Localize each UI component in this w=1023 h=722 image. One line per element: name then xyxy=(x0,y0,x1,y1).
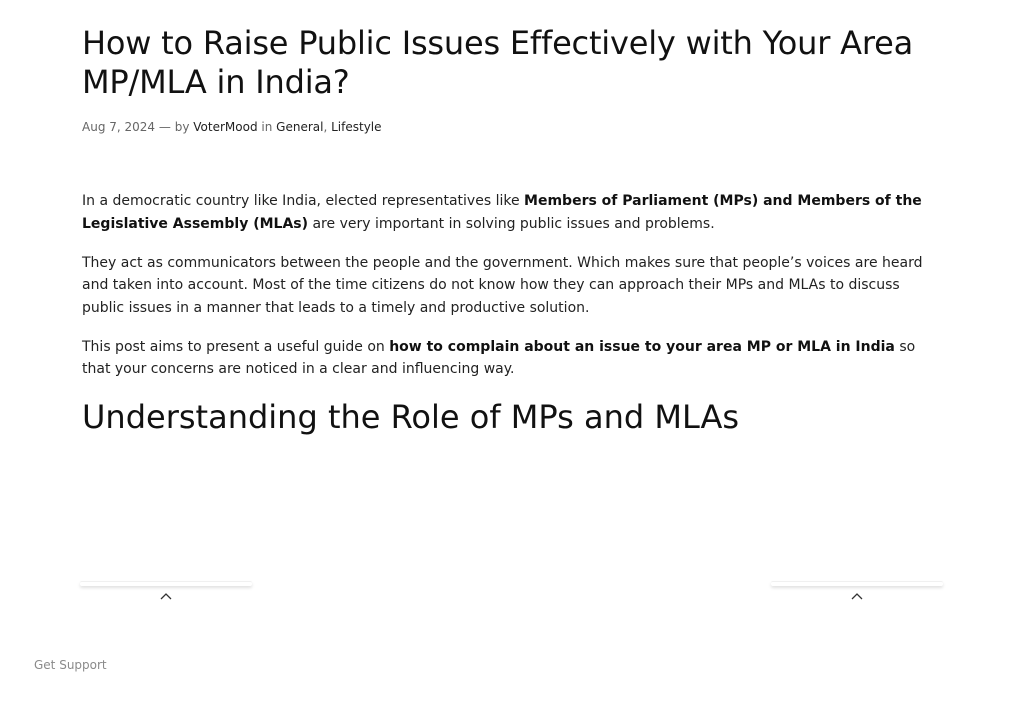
post-date: Aug 7, 2024 xyxy=(82,120,156,134)
category-link-general[interactable]: General xyxy=(276,120,324,134)
post-meta xyxy=(82,119,944,135)
chevron-up-icon xyxy=(160,592,172,600)
paragraph-communicators: They act as communicators between the people and the government. Which makes sure that people’s voices are heard and taken into account. Most of the time citizens do not know how they can approach their MPs and MLAs to discuss public issues in a manner that leads to a timely and productive solution. xyxy=(82,254,923,316)
meta-by: by xyxy=(174,120,190,134)
get-support-link[interactable]: Get Support xyxy=(34,658,107,672)
bold-text: how to complain about an issue to your area MP or MLA in India xyxy=(389,338,895,355)
page-title: How to Raise Public Issues Effectively with Your Area MP/MLA in India? xyxy=(82,24,913,101)
category-separator: , xyxy=(323,120,328,134)
chevron-up-icon xyxy=(851,592,863,600)
panel-toggle-left[interactable] xyxy=(80,581,252,605)
paragraph-text: so that your concerns are noticed in a clear and influencing way. xyxy=(82,338,916,377)
paragraph-intro xyxy=(82,190,944,235)
article xyxy=(82,24,944,437)
author-link[interactable]: VoterMood xyxy=(193,120,258,134)
panel-toggle-bar xyxy=(771,581,943,586)
panel-toggle-right[interactable] xyxy=(771,581,943,605)
paragraph-text: are very important in solving public issues and problems. xyxy=(308,215,715,232)
section-heading: Understanding the Role of MPs and MLAs xyxy=(82,398,740,436)
article-content xyxy=(82,190,944,437)
meta-separator: — xyxy=(158,120,171,134)
paragraph-guide xyxy=(82,336,944,381)
paragraph-text: This post aims to present a useful guide on xyxy=(82,338,390,355)
panel-toggle-bar xyxy=(80,581,252,586)
category-link-lifestyle[interactable]: Lifestyle xyxy=(331,120,382,134)
paragraph-text: In a democratic country like India, elected representatives like xyxy=(82,193,525,209)
meta-in: in xyxy=(261,120,273,134)
bold-text: Members of Parliament (MPs) and Members of the Legislative Assembly (MLAs) xyxy=(82,193,922,232)
